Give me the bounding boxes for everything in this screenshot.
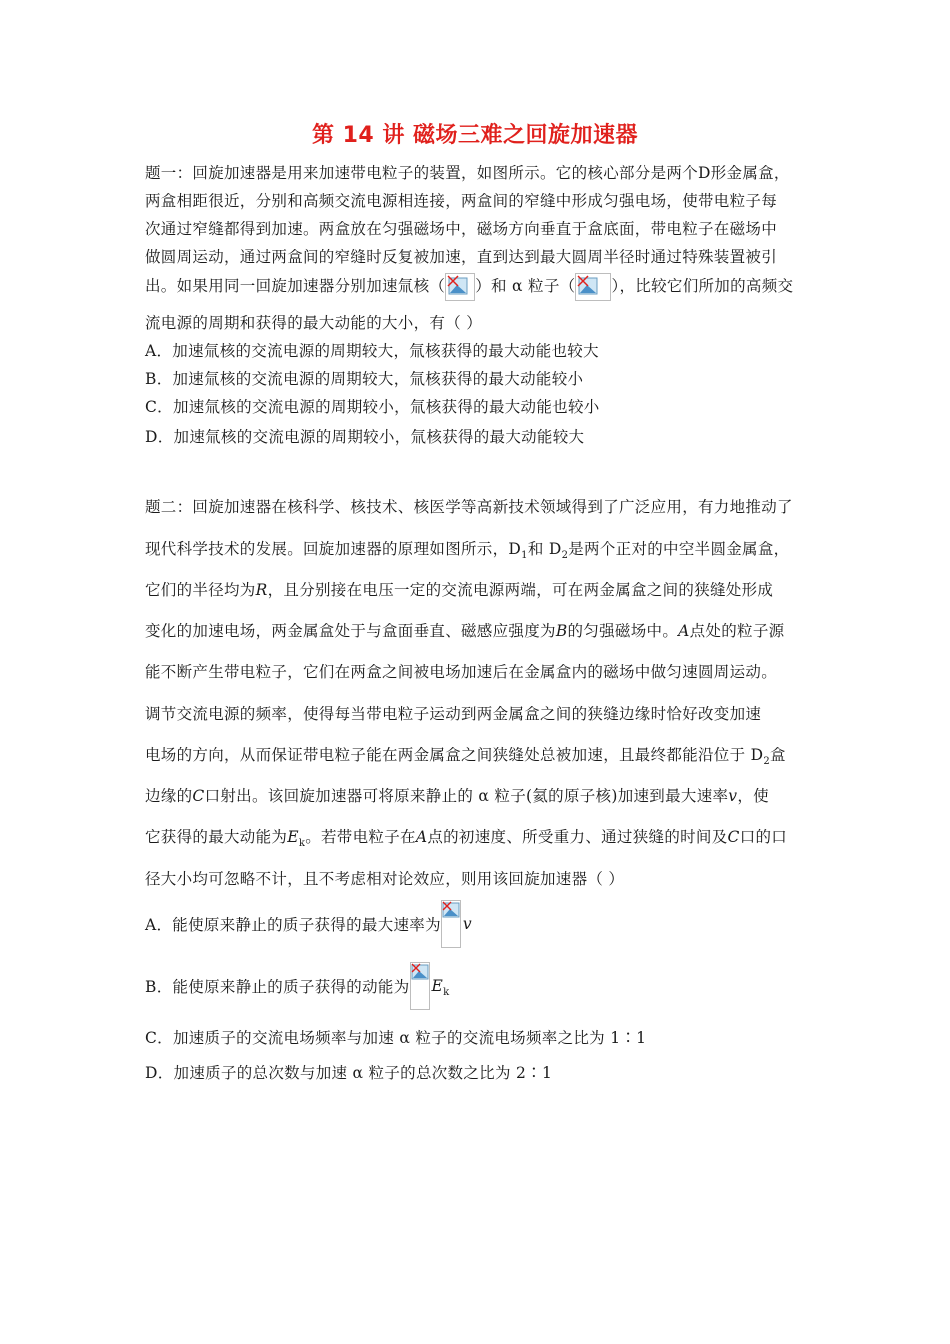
q2-d2-subscript: 2 [763, 756, 771, 768]
q2-option-a-text: A．能使原来静止的质子获得的最大速率为 [145, 916, 441, 934]
q2-line-5: 能不断产生带电粒子，它们在两盒之间被电场加速后在金属盒内的磁场中做匀速圆周运动。 [145, 663, 778, 681]
q1-option-c: C．加速氚核的交流电源的周期较小，氚核获得的最大动能也较小 [145, 398, 600, 416]
q1-option-a: A．加速氚核的交流电源的周期较大，氚核获得的最大动能也较大 [145, 342, 599, 360]
q1-line-4: 做圆周运动，通过两盒间的窄缝时反复被加速，直到达到最大圆周半径时通过特殊装置被引 [145, 248, 778, 266]
broken-image-icon [441, 900, 461, 948]
q2-line-9-text-d: 口的口 [739, 828, 788, 846]
q2-d1-subscript: 1 [521, 550, 528, 562]
broken-image-icon [445, 273, 475, 301]
q2-var-R: R [255, 581, 268, 599]
q2-line-4 [145, 619, 784, 641]
q2-option-b-subscript: k [443, 987, 450, 999]
q2-var-A: A [415, 828, 428, 846]
q2-line-9-text-a: 它获得的最大动能为 [145, 828, 288, 846]
q2-option-b-var-E: E [431, 977, 444, 995]
q2-line-2 [145, 537, 790, 562]
q2-var-C: C [727, 828, 740, 846]
q2-line-8-text-a: 边缘的 [145, 787, 193, 805]
q2-line-3-text-a: 它们的半径均为 [145, 581, 256, 599]
q1-line-3: 次通过窄缝都得到加速。两盒放在匀强磁场中，磁场方向垂直于盒底面，带电粒子在磁场中 [145, 220, 778, 238]
q1-line-5-part-b: ）和 α 粒子（ [475, 277, 576, 295]
broken-image-icon [575, 273, 611, 301]
q2-option-a [145, 900, 472, 948]
page-title: 第 14 讲 磁场三难之回旋加速器 [311, 123, 639, 148]
q2-option-a-var-v: v [462, 915, 472, 933]
q2-line-3 [145, 578, 773, 600]
q1-option-b: B．加速氚核的交流电源的周期较大，氚核获得的最大动能较小 [145, 370, 584, 388]
q1-line-5 [145, 273, 793, 301]
q2-line-4-text-a: 变化的加速电场，两金属盒处于与盒面垂直、磁感应强度为 [145, 622, 556, 640]
q2-option-c: C．加速质子的交流电场频率与加速 α 粒子的交流电场频率之比为 1∶1 [145, 1029, 647, 1047]
q1-option-d: D．加速氚核的交流电源的周期较小，氚核获得的最大动能较大 [145, 428, 585, 446]
q2-d2-subscript: 2 [561, 550, 569, 562]
q2-line-3-text-b: ，且分别接在电压一定的交流电源两端，可在两金属盒之间的狭缝处形成 [267, 581, 774, 599]
q2-var-B: B [555, 622, 568, 640]
q2-line-8 [145, 784, 769, 806]
q2-line-7 [145, 743, 786, 768]
q2-line-7-text-a: 电场的方向，从而保证带电粒子能在两金属盒之间狭缝处总被加速，且最终都能沿位于 D [145, 746, 764, 764]
q1-line-6: 流电源的周期和获得的最大动能的大小，有（ ） [145, 314, 483, 332]
q2-var-A: A [678, 622, 690, 640]
q1-line-2: 两盒相距很近，分别和高频交流电源相连接，两盒间的窄缝中形成匀强电场，使带电粒子每 [145, 192, 778, 210]
q2-var-Ek: E [287, 828, 299, 846]
q2-option-b [145, 962, 450, 1010]
q2-line-4-text-c: 点处的粒子源 [689, 622, 785, 640]
q2-line-9-text-c: 点的初速度、所受重力、通过狭缝的时间及 [427, 828, 728, 846]
q1-line-5-part-a: 出。如果用同一回旋加速器分别加速氚核（ [145, 277, 446, 295]
broken-image-icon [410, 962, 430, 1010]
q2-line-4-text-b: 的匀强磁场中。 [567, 622, 679, 640]
q2-var-C: C [192, 787, 205, 805]
q2-line-6: 调节交流电源的频率，使得每当带电粒子运动到两金属盒之间的狭缝边缘时恰好改变加速 [145, 705, 762, 723]
q2-option-d: D．加速质子的总次数与加速 α 粒子的总次数之比为 2∶1 [145, 1064, 553, 1082]
q2-line-2-text-a: 现代科学技术的发展。回旋加速器的原理如图所示，D [145, 540, 522, 558]
q2-line-8-text-b: 口射出。该回旋加速器可将原来静止的 α 粒子(氦的原子核)加速到最大速率 [204, 787, 729, 805]
q2-line-2-text-c: 是两个正对的中空半圆金属盒， [568, 540, 790, 558]
q2-line-9-text-b: 。若带电粒子在 [305, 828, 416, 846]
q1-line-1: 题一：回旋加速器是用来加速带电粒子的装置，如图所示。它的核心部分是两个D形金属盒， [145, 164, 790, 182]
q1-line-5-part-c: ），比较它们所加的高频交 [611, 277, 794, 295]
q2-var-v: v [728, 787, 738, 805]
q2-line-7-text-b: 盒 [770, 746, 786, 764]
q2-line-9 [145, 825, 788, 850]
q2-line-10: 径大小均可忽略不计，且不考虑相对论效应，则用该回旋加速器（ ） [145, 870, 625, 888]
q2-option-b-text: B．能使原来静止的质子获得的动能为 [145, 978, 410, 996]
q2-line-2-text-b: 和 D [527, 540, 562, 558]
q2-line-1: 题二：回旋加速器在核科学、核技术、核医学等高新技术领域得到了广泛应用，有力地推动了 [145, 498, 793, 516]
q2-line-8-text-c: ，使 [737, 787, 769, 805]
q2-ek-subscript: k [298, 838, 306, 850]
